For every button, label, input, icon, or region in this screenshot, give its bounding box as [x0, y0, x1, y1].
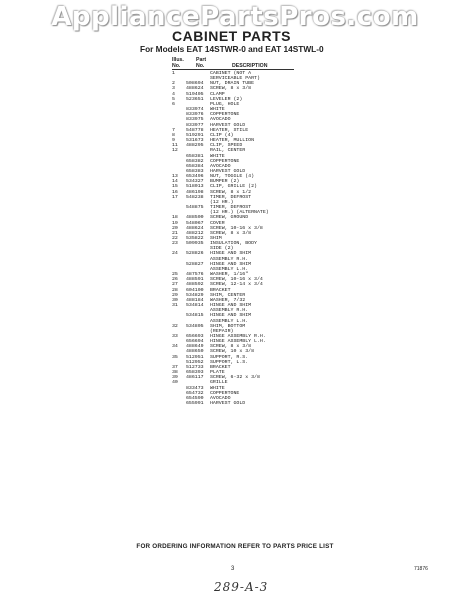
part-number: 488295 [186, 143, 204, 149]
part-number: 658382 [186, 158, 204, 164]
part-number: 534814 [186, 303, 204, 309]
part-number: 488591 [186, 277, 204, 283]
part-description: RAIL, CENTER [210, 148, 246, 154]
illus-number: 19 [172, 220, 178, 226]
part-description: (REPAIR) [210, 328, 234, 334]
part-description: CABINET (NOT A [210, 71, 252, 76]
part-number: 534805 [186, 323, 204, 329]
part-number: 519291 [186, 132, 204, 138]
illus-number: 33 [172, 333, 178, 339]
part-description: SIDE (2) [210, 246, 234, 252]
illus-number: 27 [172, 282, 178, 288]
illus-number: 30 [172, 297, 178, 303]
part-description: (12 HR.) (ALTERNATE) [210, 210, 269, 216]
illus-number [172, 401, 186, 406]
part-description: NUT, DRAIN TUBE [210, 81, 255, 87]
part-number: 658381 [186, 153, 204, 159]
part-description: NUT, TOGGLE (4) [210, 174, 255, 180]
part-number: 833473 [186, 385, 204, 391]
part-description: AVOCADO [210, 117, 231, 123]
column-header-description: DESCRIPTION [232, 63, 268, 69]
part-description: HINGE ASSEMBLY L.H. [210, 339, 266, 345]
illus-number: 3 [172, 86, 175, 92]
part-number: 656694 [186, 339, 204, 345]
part-description: (12 HR.) [210, 199, 234, 205]
illus-number: 11 [172, 143, 178, 149]
illus-number: 38 [172, 370, 178, 376]
illus-number: 24 [172, 251, 178, 257]
page-title: CABINET PARTS [172, 28, 292, 44]
part-number: 548875 [186, 205, 204, 211]
part-description: SCREW, 8 x 3/8 [210, 344, 252, 350]
part-description: AVOCADO [210, 163, 231, 169]
page-number: 3 [231, 566, 235, 572]
part-description: HINGE AND SHIM [210, 251, 252, 257]
part-description: HINGE AND SHIM [210, 313, 252, 319]
part-description: COPPERTONE [210, 158, 240, 164]
part-description: SUPPORT, R.S. [210, 354, 249, 360]
part-description: SERVICEABLE PART) [210, 76, 260, 82]
illus-number: 26 [172, 277, 178, 283]
part-number: 519405 [186, 91, 204, 97]
illus-number: 25 [172, 272, 178, 278]
part-description: SCREW, 8 x 3/8 [210, 86, 252, 92]
part-description: COPPERTONE [210, 390, 240, 396]
part-description: CLIP, SPEED [210, 143, 243, 149]
part-number: 534829 [186, 292, 204, 298]
part-description: WASHER, 1/16" [210, 272, 249, 278]
illus-number: 12 [172, 148, 178, 154]
part-description: ASSEMBLY R.H. [210, 256, 249, 262]
part-description: SCREW, GROUND [210, 215, 249, 221]
part-description: AVOCADO [210, 395, 231, 401]
illus-number: 34 [172, 344, 178, 350]
illus-number: 5 [172, 96, 175, 102]
illus-number: 18 [172, 215, 178, 221]
part-number: 488624 [186, 225, 204, 231]
part-number: 833976 [186, 112, 204, 118]
part-number: 833975 [186, 117, 204, 123]
part-description: PLATE [210, 370, 225, 376]
part-number: 604100 [186, 287, 204, 293]
part-description: SHIM, BOTTOM [210, 323, 246, 329]
part-description: ASSEMBLY L.H. [210, 318, 249, 324]
part-description: BRACKET [210, 287, 231, 293]
illus-number: 17 [172, 194, 178, 200]
part-description: COPPERTONE [210, 112, 240, 118]
parts-list [172, 71, 312, 406]
part-description: COVER [210, 220, 225, 226]
illus-number: 1 [172, 71, 175, 76]
handwritten-note: 289-A-3 [214, 580, 269, 594]
part-description: HINGE AND SHIM [210, 303, 252, 309]
part-number: 486198 [186, 189, 204, 195]
part-number: 833974 [186, 107, 204, 113]
illus-number: 23 [172, 241, 178, 247]
part-number: 534815 [186, 313, 204, 319]
part-description: ASSEMBLY L.H. [210, 266, 249, 272]
illus-number: 14 [172, 179, 178, 185]
part-number: 658384 [186, 163, 204, 169]
illus-number: 35 [172, 354, 178, 360]
part-number: 488500 [186, 215, 204, 221]
part-number: 487576 [186, 272, 204, 278]
part-number: 523651 [186, 96, 204, 102]
illus-number: 15 [172, 184, 178, 190]
part-number: 655991 [186, 401, 204, 406]
part-description: SCREW, 6-32 x 3/8 [210, 375, 260, 381]
part-description: PLUG, HOLE [210, 101, 240, 107]
part-description: HEATER, MULLION [210, 138, 255, 144]
part-number: 548778 [186, 127, 204, 133]
part-description: HEATER, STILE [210, 127, 249, 133]
part-number: 654732 [186, 390, 204, 396]
part-description: ASSEMBLY R.H. [210, 308, 249, 314]
part-number: 508694 [186, 81, 204, 87]
part-number: 658383 [186, 168, 204, 174]
part-description: HARVEST GOLD [210, 168, 246, 174]
part-description: WHITE [210, 385, 225, 391]
part-number: 488212 [186, 230, 204, 236]
part-description: HARVEST GOLD [210, 401, 246, 406]
illus-number: 6 [172, 101, 175, 107]
parts-row [172, 401, 312, 406]
part-number: 658393 [186, 370, 204, 376]
part-description: WASHER, 7/32 [210, 297, 246, 303]
part-description: BRACKET [210, 364, 231, 370]
part-number: 488649 [186, 344, 204, 350]
part-number: 531673 [186, 138, 204, 144]
part-description: BUMPER (2) [210, 179, 240, 185]
part-description: SCREW, 10-16 x 3/4 [210, 277, 263, 283]
part-description: CLIP, GRILLE (2) [210, 184, 257, 190]
illus-number: 31 [172, 303, 178, 309]
illus-number: 22 [172, 236, 178, 241]
part-number: 548238 [186, 194, 204, 200]
part-number: 486117 [186, 375, 204, 381]
part-description: SHIM, CENTER [210, 292, 246, 298]
part-description: CLIP (4) [210, 132, 234, 138]
part-number: 656693 [186, 333, 204, 339]
watermark-text: AppliancePartsPros.com [51, 2, 419, 32]
part-description: LEVELER (2) [210, 96, 243, 102]
illus-number: 21 [172, 230, 178, 236]
part-description: HINGE AND SHIM [210, 261, 252, 267]
illus-number: 7 [172, 127, 175, 133]
part-number: 512733 [186, 364, 204, 370]
part-description: HINGE ASSEMBLY R.H. [210, 333, 266, 339]
part-description: HARVEST GOLD [210, 122, 246, 128]
part-number: 488650 [186, 349, 204, 355]
part-description: WHITE [210, 107, 225, 113]
part-description: SUPPORT, L.S. [210, 359, 249, 365]
part-description: SCREW, 10-16 x 3/8 [210, 225, 263, 231]
part-description: SCREW, 12-14 x 3/4 [210, 282, 263, 288]
part-number: 488184 [186, 297, 204, 303]
part-description: INSULATION, BODY [210, 241, 257, 247]
part-number: 548067 [186, 220, 204, 226]
illus-number: 16 [172, 189, 178, 195]
illus-number: 29 [172, 292, 178, 298]
part-number: 512951 [186, 354, 204, 360]
header-divider [172, 69, 294, 70]
part-description: TIMER, DEFROST [210, 194, 252, 200]
part-number: 488624 [186, 86, 204, 92]
column-header-part: Part [196, 57, 207, 63]
column-header-part-no: No. [196, 63, 205, 69]
illus-number: 39 [172, 375, 178, 381]
illus-number: 8 [172, 132, 175, 138]
part-number: 528826 [186, 251, 204, 257]
illus-number: 32 [172, 323, 178, 329]
part-description: SCREW, 8 x 3/8 [210, 230, 252, 236]
illus-number: 40 [172, 380, 178, 386]
part-number: 654590 [186, 395, 204, 401]
illus-number: 2 [172, 81, 175, 87]
illus-number: 9 [172, 138, 175, 144]
part-number: 488592 [186, 282, 204, 288]
part-description: GRILLE [210, 380, 228, 386]
part-number: 518013 [186, 184, 204, 190]
part-number: 528827 [186, 261, 204, 267]
models-subtitle: For Models EAT 14STWR-0 and EAT 14STWL-0 [140, 44, 324, 54]
part-number: 833977 [186, 122, 204, 128]
part-number: 509935 [186, 241, 204, 247]
part-description: CLAMP [210, 91, 225, 97]
illus-number: 4 [172, 91, 175, 97]
ordering-info-note: FOR ORDERING INFORMATION REFER TO PARTS PRICE LIST [136, 543, 334, 550]
part-description: WHITE [210, 153, 225, 159]
illus-number: 28 [172, 287, 178, 293]
part-description: TIMER, DEFROST [210, 205, 252, 211]
part-number: 535822 [186, 236, 204, 241]
illus-number: 37 [172, 364, 178, 370]
part-number: 534327 [186, 179, 204, 185]
part-number: 512952 [186, 359, 204, 365]
column-header-illus-no: No. [172, 63, 181, 69]
part-number: 653496 [186, 174, 204, 180]
part-description: SHIM [210, 236, 222, 241]
column-header-illus: Illus. [172, 57, 184, 63]
part-description: SCREW, 8 x 1/2 [210, 189, 252, 195]
illus-number: 20 [172, 225, 178, 231]
document-code: 71876 [414, 566, 428, 572]
part-description: SCREW, 10 x 3/8 [210, 349, 255, 355]
illus-number: 13 [172, 174, 178, 180]
